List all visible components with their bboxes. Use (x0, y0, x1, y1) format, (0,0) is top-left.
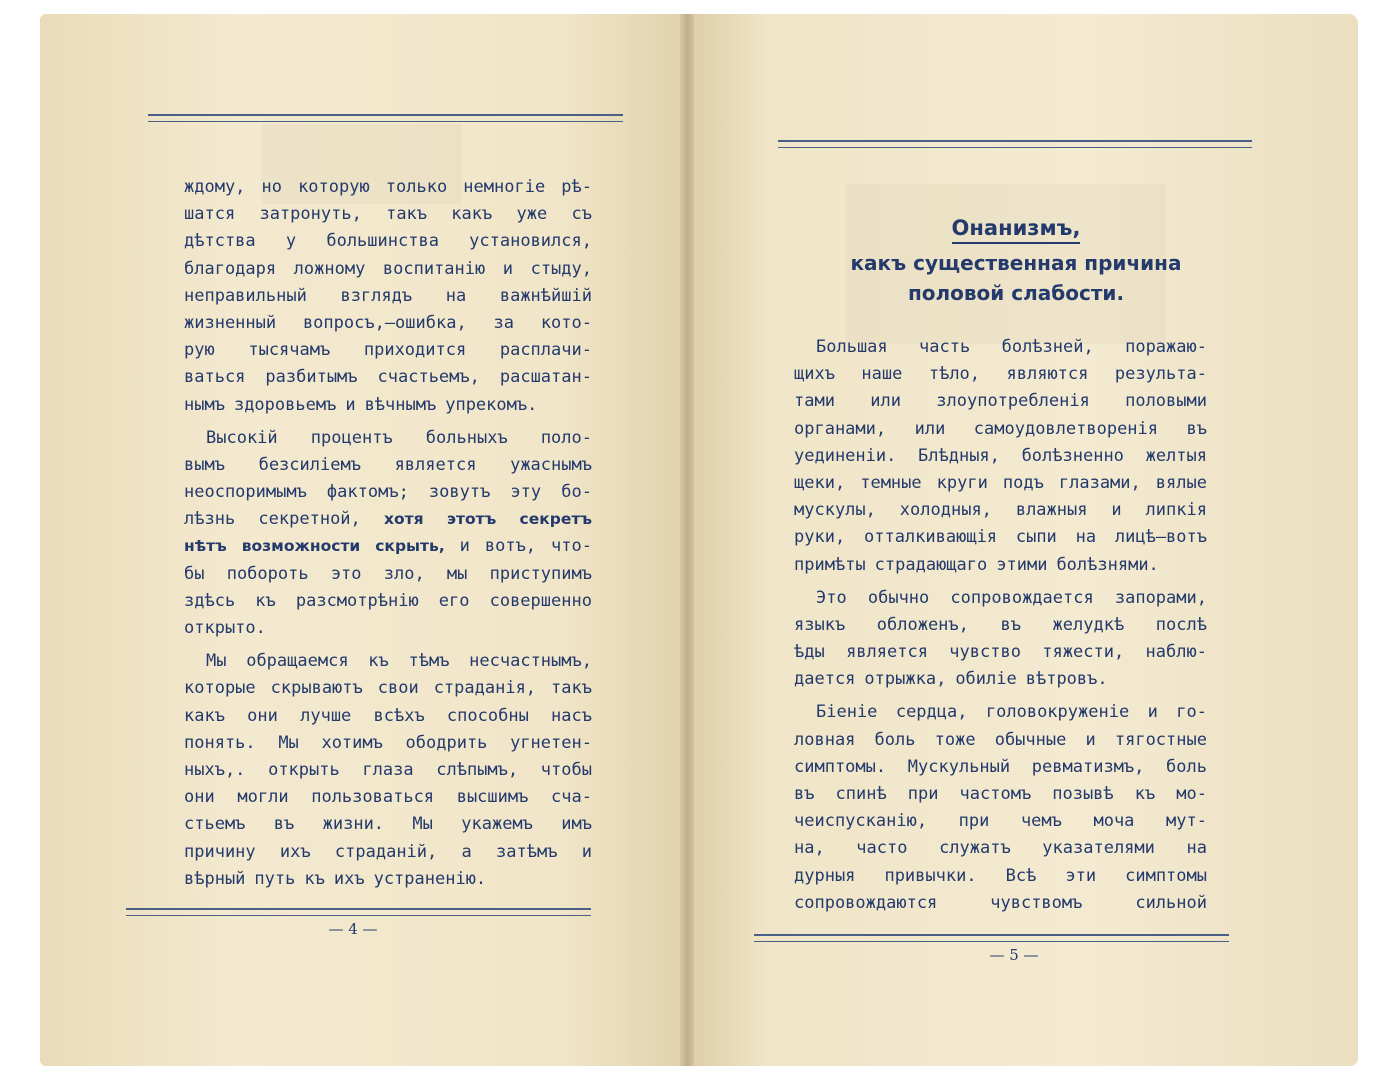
word: обращаемся (246, 651, 349, 672)
word: взглядъ (340, 285, 413, 306)
word: вымъ (184, 454, 225, 475)
text-line (794, 416, 1207, 443)
word: шатся (184, 204, 236, 225)
word: открыто. (184, 618, 266, 638)
page-number: — 4 — (328, 920, 378, 938)
word: вялые (1155, 472, 1207, 493)
text-line (794, 443, 1207, 470)
heading-subtitle-line-2: половой слабости. (907, 281, 1125, 305)
word: боль (874, 729, 916, 750)
text-line (794, 863, 1207, 890)
word: чтобы (540, 759, 592, 780)
word: насъ (551, 705, 592, 726)
word: какъ (451, 204, 493, 225)
word: и (581, 841, 592, 862)
word: ихъ (279, 841, 311, 862)
word: примѣты (794, 554, 866, 575)
word: свои (377, 678, 419, 699)
word: и (1147, 702, 1158, 723)
word: послѣ (1155, 614, 1207, 635)
word: такъ (551, 678, 592, 699)
word: установился, (469, 231, 592, 252)
word: и (459, 536, 470, 557)
word: безсиліемъ (258, 454, 361, 475)
word: зло, (383, 563, 425, 584)
word: на (1075, 527, 1097, 548)
text-line (794, 361, 1207, 388)
word: симптомы (1125, 865, 1207, 886)
word: сильной (1135, 892, 1207, 913)
word: Высокій (206, 427, 278, 448)
word: этотъ (446, 510, 497, 529)
page-number: — 5 — (989, 946, 1039, 964)
word: высшимъ (456, 787, 529, 808)
word: и (502, 258, 514, 279)
word: несчастнымъ, (469, 651, 592, 672)
word: тами (794, 391, 835, 412)
text-line (794, 334, 1207, 361)
word: разбитымъ (265, 367, 358, 388)
word: въ (273, 814, 295, 835)
word: его (438, 590, 470, 611)
section-heading (686, 216, 1352, 308)
word: ихъ (333, 868, 365, 889)
word: щеки, (794, 472, 846, 493)
word: ѣды (794, 642, 825, 663)
word: ложному (293, 258, 366, 279)
word: болѣзней, (1001, 337, 1094, 357)
text-line (184, 588, 592, 615)
word: нѣтъ (184, 537, 227, 556)
text-line (794, 612, 1207, 639)
word: укажемъ (461, 814, 533, 835)
word: Это (816, 587, 847, 608)
word: ныхъ,. (184, 759, 246, 780)
word: но (261, 177, 282, 197)
text-line (794, 585, 1207, 612)
word: Большая (816, 337, 888, 357)
word: здоровьемъ (233, 394, 337, 415)
word: круги (936, 472, 988, 493)
text-line (184, 452, 592, 479)
word: упрекомъ. (445, 394, 538, 415)
word: Мускульный (907, 756, 1011, 777)
word: является (394, 454, 477, 475)
word: эти (1065, 865, 1097, 886)
word: тягостные (1114, 729, 1207, 750)
text-line (794, 497, 1207, 524)
word: къ (1134, 784, 1156, 804)
right-page (686, 14, 1358, 1066)
word: органами, (794, 418, 887, 439)
word: только (385, 177, 448, 197)
word: тоже (934, 729, 976, 750)
word: Мы (412, 814, 433, 835)
text-line (184, 811, 592, 838)
word: въ (1186, 418, 1207, 439)
left-body-text (184, 174, 592, 893)
word: кото- (540, 312, 592, 333)
word: устраненію. (373, 868, 487, 889)
word: чувствомъ (990, 892, 1083, 913)
word: здѣсь (184, 590, 236, 611)
word: лѣзнь (184, 509, 236, 530)
word: Мы (206, 651, 227, 672)
word: мут- (1166, 811, 1207, 832)
word: является (846, 642, 928, 663)
word: могли (237, 787, 289, 808)
word: дается (794, 669, 856, 690)
word: какъ (184, 705, 225, 726)
word: чеиспусканію, (794, 811, 928, 832)
word: обычные (994, 729, 1067, 750)
word: глазами, (1058, 472, 1141, 493)
word: поло- (540, 427, 592, 448)
word: угнетен- (510, 732, 592, 753)
word: расплачи- (499, 340, 592, 361)
word: отталкивающія (863, 527, 998, 548)
word: страдающаго (874, 554, 988, 575)
text-line (794, 666, 1207, 693)
heading-title: Онанизмъ, (686, 216, 1352, 240)
text-line (794, 388, 1207, 415)
word: ждому, (184, 177, 246, 197)
word: способны (446, 705, 529, 726)
text-line (184, 784, 592, 811)
word: приступимъ (489, 563, 592, 584)
word: рую (184, 340, 215, 361)
text-line (184, 479, 592, 506)
word: запорами, (1114, 587, 1207, 608)
word: секретъ (519, 510, 592, 529)
text-line (794, 835, 1207, 862)
word: понять. (184, 732, 256, 753)
text-line (794, 808, 1207, 835)
word: страданія, (433, 678, 537, 699)
text-line (794, 890, 1207, 917)
word: хотя (384, 510, 424, 529)
text-line (794, 727, 1207, 754)
word: фактомъ; (326, 482, 409, 503)
word: головокруженіе (985, 702, 1130, 723)
word: счастьемъ, (377, 367, 480, 388)
word: сопровождаются (794, 892, 938, 913)
text-line (184, 839, 592, 866)
word: болѣзнями. (1056, 554, 1159, 575)
word: жизни. (322, 814, 385, 835)
word: эту (510, 482, 542, 503)
word: щихъ (794, 364, 835, 385)
word: ужаснымъ (510, 454, 592, 475)
word: затѣмъ (496, 841, 558, 862)
word: симптомы. (794, 756, 887, 777)
word: что- (550, 536, 592, 557)
word: Всѣ (1005, 865, 1037, 886)
word: го- (1176, 702, 1207, 723)
word: нымъ (184, 394, 225, 415)
word: холодныя, (899, 500, 992, 521)
word: обычно (867, 587, 930, 608)
text-line (184, 730, 592, 757)
word: обиліе (955, 669, 1017, 690)
word: неправильный (184, 285, 307, 306)
word: разсмотрѣнію (295, 590, 419, 611)
word: стьемъ (184, 814, 246, 835)
word: возможности (241, 537, 361, 556)
text-line (184, 615, 592, 642)
word: чемъ (1020, 811, 1062, 832)
word: важнѣйшій (499, 285, 592, 306)
text-line (184, 506, 592, 533)
word: побороть (226, 563, 309, 584)
word: благодаря (184, 258, 277, 279)
word: позывѣ (1052, 784, 1114, 804)
text-line (184, 866, 592, 893)
text-line (184, 675, 592, 702)
word: часто (856, 838, 908, 859)
word: моча (1093, 811, 1135, 832)
word: этими (996, 554, 1048, 575)
word: на, (794, 838, 825, 859)
word: скрыть, (375, 537, 445, 556)
word: Мы (278, 732, 299, 753)
word: зовутъ (428, 482, 491, 503)
text-line (184, 757, 592, 784)
word: къ (255, 590, 276, 611)
word: бы (184, 563, 205, 584)
word: боль (1166, 756, 1207, 777)
word: сча- (551, 787, 592, 808)
word: съ (571, 204, 592, 225)
word: въ (1000, 614, 1021, 635)
word: спинѣ (835, 784, 887, 804)
word: лучше (300, 705, 352, 726)
word: жизненный (184, 312, 277, 333)
right-body-text (794, 334, 1207, 917)
word: частомъ (959, 784, 1032, 804)
word: за (493, 312, 514, 333)
word: привычки. (884, 865, 977, 886)
word: мы (446, 563, 468, 584)
text-line (184, 337, 592, 364)
word: наблю- (1145, 642, 1207, 663)
bottom-rule (754, 934, 1229, 942)
word: темные (860, 472, 922, 493)
word: къ (368, 651, 389, 672)
word: лицѣ—вотъ (1114, 527, 1207, 548)
word: мускулы, (794, 500, 876, 521)
bottom-rule (126, 908, 591, 916)
word: вѣтровъ. (1025, 669, 1108, 690)
word: являются (1006, 364, 1089, 385)
left-page (40, 14, 686, 1066)
text-line (184, 392, 592, 419)
word: или (914, 418, 946, 439)
word: отрыжка, (864, 669, 947, 690)
top-rule (778, 140, 1252, 148)
word: такъ (386, 204, 428, 225)
word: которые (184, 678, 256, 699)
word: процентъ (310, 427, 393, 448)
word: результа- (1114, 364, 1207, 385)
word: ревматизмъ, (1031, 756, 1145, 777)
text-line (794, 470, 1207, 497)
word: служатъ (939, 838, 1011, 859)
word: болѣзненно (1021, 445, 1124, 466)
word: секретной, (258, 509, 361, 530)
text-line (184, 561, 592, 588)
word: злоупотребленія (936, 391, 1090, 412)
word: а (461, 841, 472, 862)
text-line (184, 310, 592, 337)
word: у (285, 231, 297, 252)
word: всѣхъ (373, 705, 425, 726)
word: они (184, 787, 215, 808)
word: пользоваться (311, 787, 435, 808)
word: сердца, (895, 702, 968, 723)
booklet-spread (40, 14, 1358, 1066)
word: открыть (268, 759, 340, 780)
word: обложенъ, (876, 614, 969, 635)
word: чувство (949, 642, 1021, 663)
word: уединеніи. (794, 445, 897, 466)
word: и (345, 394, 356, 415)
word: имъ (561, 814, 592, 835)
word: совершенно (489, 590, 592, 611)
word: уже (516, 204, 548, 225)
word: и (1085, 729, 1096, 750)
text-line (184, 174, 592, 201)
word: тѣло, (928, 364, 981, 385)
word: они (247, 705, 278, 726)
word: при (958, 811, 990, 832)
word: языкъ (794, 614, 846, 635)
word: вѣчнымъ (364, 394, 437, 415)
word: приходится (363, 340, 467, 361)
word: бо- (561, 482, 592, 503)
word: сопровождается (950, 587, 1094, 608)
text-line (184, 648, 592, 675)
word: немногіе (463, 177, 546, 197)
word: расшатан- (499, 367, 592, 388)
word: къ (304, 868, 325, 889)
word: подъ (1002, 472, 1044, 493)
word: часть (919, 337, 971, 357)
word: на (445, 285, 467, 306)
text-line (184, 283, 592, 310)
word: мо- (1176, 784, 1207, 804)
text-line (184, 703, 592, 730)
word: вопросъ,—ошибка, (302, 312, 467, 333)
word: дѣтства (184, 231, 256, 252)
word: Блѣдныя, (918, 445, 1000, 466)
word: Біеніе (816, 702, 878, 723)
word: желтыя (1145, 445, 1207, 466)
word: вѣрный (184, 868, 246, 889)
word: слѣпымъ, (436, 759, 519, 780)
word: скрываютъ (270, 678, 363, 699)
word: вотъ, (484, 536, 537, 557)
text-line (184, 425, 592, 452)
word: страданій, (334, 841, 438, 862)
word: тѣмъ (408, 651, 450, 672)
word: въ (794, 784, 815, 804)
word: самоудовлетворенія (973, 418, 1159, 439)
word: хотимъ (321, 732, 383, 753)
text-line (794, 754, 1207, 781)
word: поражаю- (1125, 337, 1207, 357)
heading-subtitle-line-1: какъ существенная причина (850, 251, 1182, 275)
word: больныхъ (425, 427, 508, 448)
text-line (184, 228, 592, 255)
word: стыду, (530, 258, 592, 279)
word: путь (254, 868, 296, 889)
text-line (184, 256, 592, 283)
text-line (794, 552, 1207, 579)
word: причину (184, 841, 256, 862)
word: ваться (184, 367, 246, 388)
text-line (184, 364, 592, 391)
word: глаза (362, 759, 414, 780)
word: руки, (794, 527, 846, 548)
word: большинства (326, 231, 439, 252)
word: неоспоримымъ (184, 482, 307, 503)
word: ободрить (405, 732, 488, 753)
word: наше (861, 364, 903, 385)
word: тяжести, (1042, 642, 1125, 663)
word: которую (298, 177, 370, 197)
word: рѣ- (561, 177, 592, 197)
word: тысячамъ (248, 340, 331, 361)
text-line (184, 201, 592, 228)
book-gutter (680, 14, 694, 1066)
top-rule (148, 114, 623, 122)
word: или (870, 391, 901, 412)
word: воспитанію (382, 258, 486, 279)
text-line (794, 699, 1207, 726)
word: ловная (794, 729, 856, 750)
word: на (1186, 838, 1207, 859)
word: дурныя (794, 865, 856, 886)
word: половыми (1125, 391, 1207, 412)
word: это (330, 563, 362, 584)
word: влажныя (1015, 500, 1088, 521)
word: желудкѣ (1052, 614, 1125, 635)
text-line (794, 781, 1207, 808)
word: липкія (1145, 500, 1207, 521)
word: при (907, 784, 939, 804)
word: затронуть, (259, 204, 362, 225)
text-line (794, 639, 1207, 666)
text-line (184, 533, 592, 560)
word: и (1111, 500, 1122, 521)
word: сыпи (1015, 527, 1057, 548)
text-line (794, 524, 1207, 551)
word: указателями (1042, 838, 1155, 859)
